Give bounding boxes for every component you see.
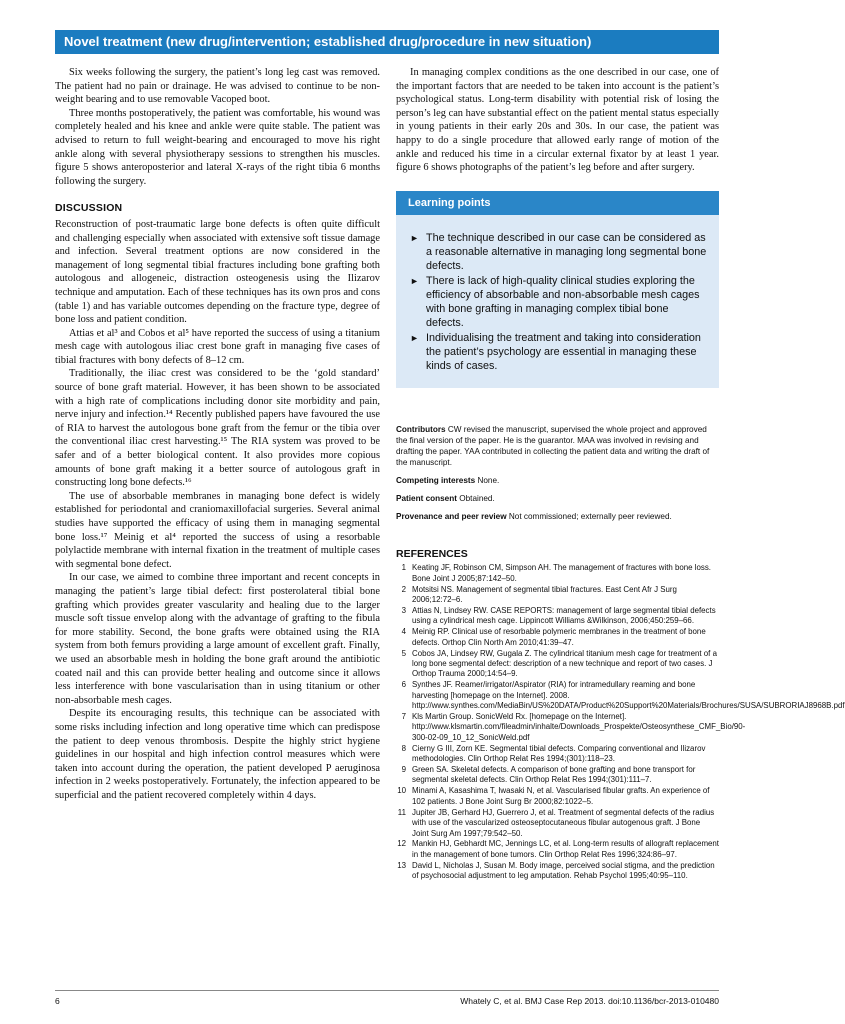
reference-number: 6 (401, 680, 406, 690)
reference-item (396, 744, 719, 765)
reference-text: Minami A, Kasashima T, Iwasaki N, et al. Vascularised fibular grafts. An experience of 102 patients. J Bone Joint Surg Br 2000;82:1022–5. (412, 786, 710, 806)
references-list (396, 563, 845, 881)
reference-number: 2 (401, 584, 406, 594)
footer-citation: Whately C, et al. BMJ Case Rep 2013. doi:10.1136/bcr-2013-010480 (460, 996, 719, 1006)
reference-text: Jupiter JB, Gerhard HJ, Guerrero J, et al. Treatment of segmental defects of the radius with use of the vascularized osteoseptocutaneous fibular autogenous graft. J Bone Joint Surg Am 1997;79:542–50. (412, 807, 715, 838)
article-metadata (396, 424, 719, 522)
discussion-heading: DISCUSSION (55, 202, 123, 215)
body-paragraph: Three months postoperatively, the patient was comfortable, his wound was completely healed and his knee and ankle were quite stable. The patient was advised to return to full weight-bearing and encouraged to move his right ankle along with several physiotherapy sessions to strengthen his muscles. figure 5 shows anteroposterior and lateral X-rays of the right tibia 6 months following the surgery. (55, 107, 380, 187)
reference-item (396, 861, 719, 882)
section-banner: Novel treatment (new drug/intervention; established drug/procedure in new situation) (55, 30, 719, 54)
arrow-bullet-icon: ► (410, 275, 419, 286)
reference-item (396, 808, 719, 839)
patient-consent: Patient consent Obtained. (396, 493, 495, 503)
body-paragraph: Attias et al³ and Cobos et al⁵ have reported the success of using a titanium mesh cage with autologous iliac crest bone graft in managing five cases of tibial fractures with bony defects of 8–12 cm. (55, 327, 380, 366)
body-paragraph: In our case, we aimed to combine three important and recent concepts in managing the patient’s large tibial defect: first posterolateral tibial bone grafting which provides greater vascularity and healing due to the larger muscle soft tissue envelop along with the advantage of grafting to the fibula for more stability. Second, the bone grafts were obtained using the RIA system from both femurs providing a large amount of excellent graft. Finally, we used an absorbable mesh in holding the bone graft around the antibiotic coated nail and this can provide better healing and outcome since it allows less interference with bone vascularisation than in using titanium or other non-absorbable mesh cages. (55, 572, 380, 706)
reference-number: 7 (401, 712, 406, 722)
reference-number: 3 (401, 605, 406, 615)
reference-text: Keating JF, Robinson CM, Simpson AH. The management of fractures with bone loss. Bone Joint J 2005;87:142–50. (412, 563, 711, 583)
reference-number: 13 (397, 860, 406, 870)
body-paragraph: Six weeks following the surgery, the patient’s long leg cast was removed. The patient had no pain or drainage. He was advised to continue to be non-weight bearing and to use removable Vacoped boot. (55, 67, 380, 106)
reference-text: Attias N, Lindsey RW. CASE REPORTS: management of large segmental tibial defects using a cylindrical mesh cage. Lippincott Williams &Wilkinson, 2006;450:259–66. (412, 605, 716, 626)
reference-item (396, 627, 719, 648)
reference-text: Kls Martin Group. SonicWeld Rx. [homepage on the Internet]. http://www.klsmartin.com/fileadmin/inhalte/Downloads_Prospekte/Osteosynthese_CMF_Bio/90-300-02-09_10_12_SonicWeld.pdf (412, 712, 746, 742)
page-number: 6 (55, 996, 60, 1006)
body-paragraph: Traditionally, the iliac crest was considered to be the ‘gold standard’ source of bone graft material. However, it has been shown to be associated with a high rate of complications including donor site morbidity and pain, nerve injury and infection.¹⁴ Recently published papers have favoured the use of RIA to harvest the autologous bone graft from the femur or the tibia over the conventional iliac crest harvesting.¹⁵ The RIA system was proved to be safer and of a better biological content. It also provides more copious amounts of bone graft making it a better source of autologous graft in constructing long bone defects.¹⁶ (55, 368, 380, 489)
learning-point-item: ► There is lack of high-quality clinical studies exploring the efficiency of absorbable and non-absorbable mesh cages with bone grafting in managing complex tibial bone defects. (410, 274, 700, 329)
reference-number: 1 (401, 563, 406, 573)
reference-text: Cierny G III, Zorn KE. Segmental tibial defects. Comparing conventional and Ilizarov methodologies. Clin Orthop Relat Res 1994;(301):118–23. (412, 743, 706, 764)
body-paragraph: In managing complex conditions as the one described in our case, one of the important factors that are needed to be taken into account is the patient’s psychological status. Long-term disability with potential risk of losing the person’s leg can have substantial effect on the patient mental status especially in young patients in their early 20s and 30s. In our case, the patient was happy to do a single procedure that allowed early range of motion of the ankle and reduced his time in a circular external fixator by at least 1 year. figure 6 shows photographs of the patient’s leg before and after surgery. (396, 67, 719, 174)
left-column (55, 66, 380, 802)
reference-item (396, 563, 719, 584)
learning-points-box (396, 191, 719, 388)
learning-points-title: Learning points (396, 191, 719, 215)
references-heading: REFERENCES (396, 547, 468, 560)
arrow-bullet-icon: ► (410, 232, 419, 243)
reference-item (396, 765, 719, 786)
reference-item (396, 839, 719, 860)
reference-number: 5 (401, 648, 406, 658)
competing-interests: Competing interests None. (396, 475, 500, 485)
reference-text: Motsitsi NS. Management of segmental tibial fractures. East Cent Afr J Surg 2006;12:72–6. (412, 584, 677, 605)
reference-item (396, 786, 719, 807)
reference-item (396, 649, 719, 680)
reference-text: Cobos JA, Lindsey RW, Gugala Z. The cylindrical titanium mesh cage for treatment of a long bone segmental defect: description of a new technique and report of two cases. J Orthop Trauma 2000;14:54–9. (412, 648, 717, 679)
reference-item (396, 585, 719, 606)
learning-point-item: ► The technique described in our case can be considered as a reasonable alternative in managing long segmental bone defects. (410, 231, 707, 272)
learning-point-item: ► Individualising the treatment and taking into consideration the patient’s psychology are essential in managing these kinds of cases. (410, 331, 701, 372)
reference-number: 4 (401, 627, 406, 637)
reference-text: Synthes JF. Reamer/irrigator/Aspirator (RIA) for intramedullary reaming and bone harvesting [homepage on the Internet]. 2008. http://www.synthes.com/MediaBin/US%20DATA/Product%20Support%20Materials/Brochures/SUSA/SUBRORIAJ8968B.pdf (412, 680, 845, 711)
reference-text: David L, Nicholas J, Susan M. Body image, perceived social stigma, and the prediction of psychosocial adjustment to leg amputation. Rehab Psychol 1995;40:95–110. (412, 860, 715, 881)
reference-item (396, 680, 845, 711)
right-column (396, 66, 845, 882)
reference-number: 9 (401, 765, 406, 775)
provenance: Provenance and peer review Not commissioned; externally peer reviewed. (396, 511, 672, 521)
footer-rule (55, 990, 719, 991)
reference-item (396, 712, 746, 743)
reference-number: 12 (397, 839, 406, 849)
arrow-bullet-icon: ► (410, 332, 419, 343)
reference-number: 11 (397, 807, 406, 817)
body-paragraph: Despite its encouraging results, this technique can be associated with some risks including infection and long operative time which can predispose the patient to deep venous thrombosis. Despite the highly strict hygiene guidelines in our hospital and high infection control measures which were taken into account during the operation, the patient developed P aeruginosa infection in 2 weeks postoperatively. Fortunately, the infection appeared to be superficial and the patient recovered completely within 4 days. (55, 708, 380, 801)
reference-number: 8 (401, 743, 406, 753)
learning-points-list (410, 231, 707, 373)
reference-text: Meinig RP. Clinical use of resorbable polymeric membranes in the treatment of bone defects. Orthop Clin North Am 2010;41:39–47. (412, 627, 706, 647)
body-paragraph: The use of absorbable membranes in managing bone defect is widely established for periodontal and craniomaxillofacial surgeries. Several animal studies have supported the efficacy of using them in managing segmental bone loss.¹⁷ Meinig et al⁴ reported the success of using a resorbable polylactide membrane with internal fixation in the treatment of multiple cases with segmental bone defect. (55, 490, 380, 570)
contributors: Contributors CW revised the manuscript, supervised the whole project and approved the final version of the paper. He is the guarantor. MAA was involved in revising and drafting the paper. YAA contributed in collecting the patient data and writing the draft of the manuscript. (396, 424, 710, 467)
reference-number: 10 (397, 786, 406, 796)
reference-text: Mankin HJ, Gebhardt MC, Jennings LC, et al. Long-term results of allograft replacement in the management of bone tumors. Clin Orthop Relat Res 1996;324:86–97. (412, 839, 719, 859)
body-paragraph: Reconstruction of post-traumatic large bone defects is often quite difficult and challenging especially when associated with extensive soft tissue damage and infection. Several treatment options are now considered in the management of long segmental tibial fractures including bone grafting both autologous and allogeneic, distraction osteogenesis using the Ilizarov technique and amputation. Each of these techniques has its own pros and cons (table 1) and has variable outcomes depending on the fracture type, degree of bone loss and patient condition. (55, 218, 380, 326)
reference-text: Green SA. Skeletal defects. A comparison of bone grafting and bone transport for segmental skeletal defects. Clin Orthop Relat Res 1994;(301):111–7. (412, 765, 696, 785)
reference-item (396, 606, 719, 627)
